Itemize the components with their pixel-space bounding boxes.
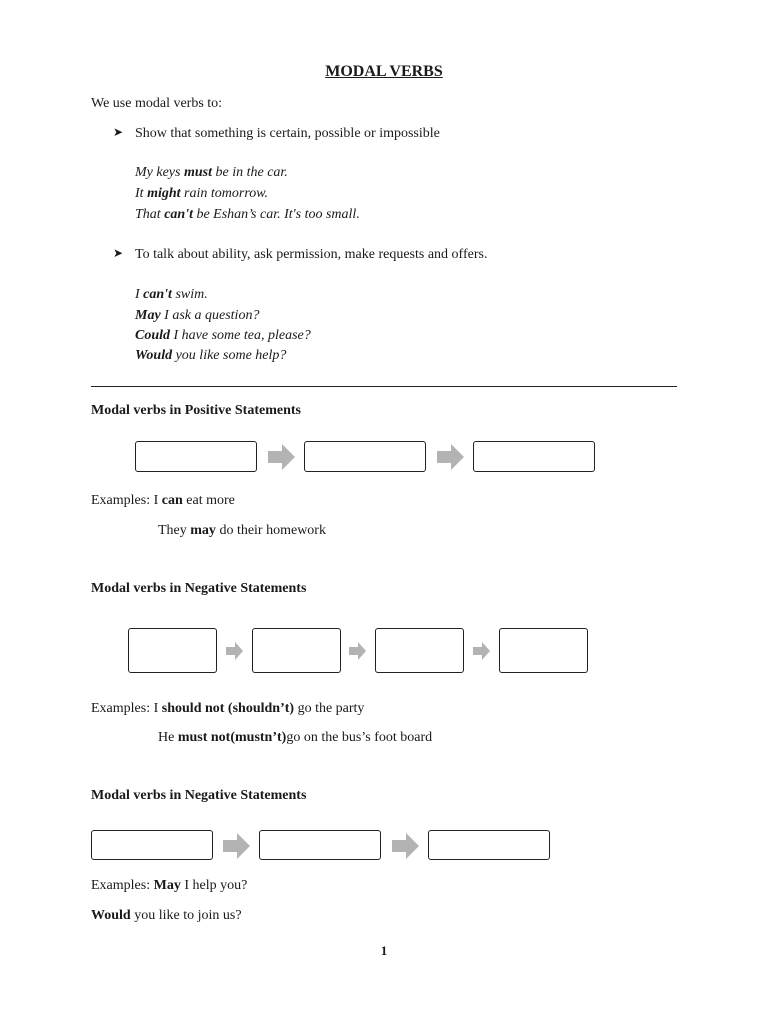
intro-text: We use modal verbs to: xyxy=(91,96,223,111)
right-arrow-icon xyxy=(223,832,251,860)
example-sentence: My keys must be in the car. xyxy=(135,165,288,180)
example-line: Would you like to join us? xyxy=(91,908,242,923)
example-sentence: I can't swim. xyxy=(135,287,208,302)
bullet-2-text: To talk about ability, ask permission, make requests and offers. xyxy=(135,247,488,262)
flow-box xyxy=(375,628,464,673)
example-line: They may do their homework xyxy=(158,523,326,538)
example-sentence: Could I have some tea, please? xyxy=(135,328,311,343)
arrowhead-bullet-icon: ➤ xyxy=(113,125,124,139)
flow-box xyxy=(91,830,213,860)
flow-box xyxy=(304,441,426,472)
right-arrow-icon xyxy=(268,443,296,471)
example-sentence: May I ask a question? xyxy=(135,308,260,323)
example-line: He must not(mustn’t)go on the bus’s foot board xyxy=(158,730,433,745)
example-line: Examples: May I help you? xyxy=(91,878,248,893)
horizontal-divider xyxy=(91,386,677,387)
right-arrow-icon xyxy=(437,443,465,471)
page-title: MODAL VERBS xyxy=(325,63,443,80)
example-line: Examples: I should not (shouldn’t) go the party xyxy=(91,701,365,716)
flow-box xyxy=(128,628,217,673)
example-line: Examples: I can eat more xyxy=(91,493,235,508)
bullet-1-text: Show that something is certain, possible or impossible xyxy=(135,126,440,141)
flow-box xyxy=(135,441,257,472)
arrowhead-bullet-icon: ➤ xyxy=(113,246,124,260)
flow-box xyxy=(473,441,595,472)
flow-box xyxy=(428,830,550,860)
right-arrow-icon xyxy=(349,641,367,661)
right-arrow-icon xyxy=(473,641,491,661)
flow-box xyxy=(499,628,588,673)
example-sentence: It might rain tomorrow. xyxy=(135,186,269,201)
section-heading: Modal verbs in Positive Statements xyxy=(91,403,301,418)
right-arrow-icon xyxy=(226,641,244,661)
example-sentence: That can't be Eshan’s car. It's too small. xyxy=(135,207,360,222)
page-number: 1 xyxy=(380,943,388,958)
example-sentence: Would you like some help? xyxy=(135,348,287,363)
flow-box xyxy=(252,628,341,673)
flow-box xyxy=(259,830,381,860)
right-arrow-icon xyxy=(392,832,420,860)
section-heading: Modal verbs in Negative Statements xyxy=(91,581,307,596)
section-heading: Modal verbs in Negative Statements xyxy=(91,788,307,803)
